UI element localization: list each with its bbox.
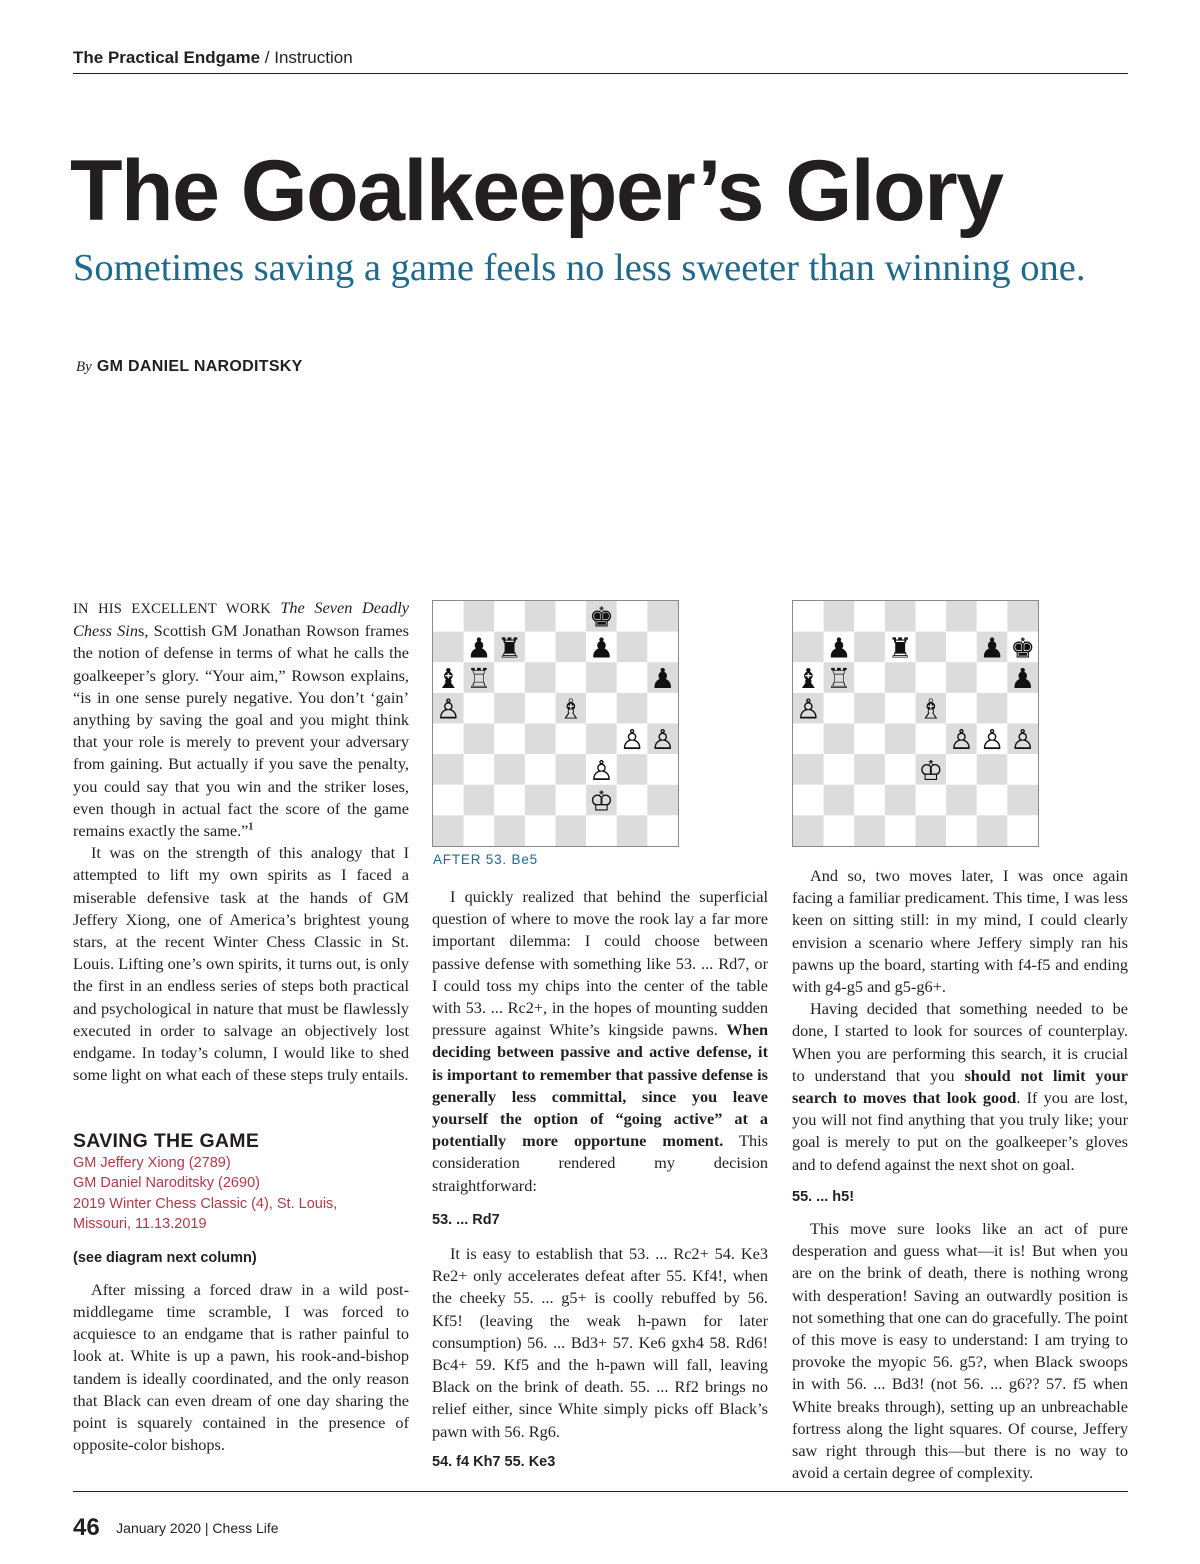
col3-paragraph-3: This move sure looks like an act of pure desperation and guess what—it is! But when you are on the brink of death, there is nothing wrong with desperation! Saving an outwardly position is not something that one can do gracefully. The point of this move is easy to understand: I am trying to provoke the myopic 56. g5?, when Black swoops in with 56. ... Bd3! (not 56. ... g6?? 57. f5 when White breaks through), setting up an unbreachable fortress along the light squares. Of course, Jeffery saw right through this—but there is no way to avoid a certain degree of complexity. [792,1219,1128,1483]
col3-paragraph-2 [792,998,1128,1176]
white-rook-icon [827,663,852,695]
black-pawn-icon [589,632,614,664]
move-53-rd7: 53. ... Rd7 [432,1211,500,1228]
board-square [854,601,885,632]
magazine-name: Chess Life [212,1520,279,1536]
board-square [854,693,885,724]
board-square [946,754,977,785]
board-square [494,724,525,755]
col3-p2-emphasis: should not limit your search to moves that look good [792,1065,1128,1108]
board-square [464,693,495,724]
board-square [617,815,648,846]
board-square [854,662,885,693]
black-pawn-icon [827,632,852,664]
board-square [494,693,525,724]
board-square [824,693,855,724]
board-square [824,754,855,785]
board-square [617,632,648,663]
board-square [464,815,495,846]
white-bishop-icon [558,694,583,726]
byline-author: GM DANIEL NARODITSKY [96,358,303,375]
board-square [647,754,678,785]
board-square [885,693,916,724]
spacer [432,1443,768,1451]
board-square [647,693,678,724]
board-square [464,785,495,816]
board-square [647,785,678,816]
board-square [494,662,525,693]
spacer [73,1235,409,1247]
black-rook-icon [888,632,913,664]
board-square [433,754,464,785]
board-square [586,815,617,846]
board-square [885,785,916,816]
board-square [854,785,885,816]
board-square [916,815,947,846]
board-square [494,601,525,632]
board-square [464,601,495,632]
chessboard-svg [793,601,1038,846]
board-square [433,815,464,846]
black-king-icon [589,602,614,634]
board-square [793,754,824,785]
board-square [824,815,855,846]
spacer [432,1231,768,1243]
board-square [525,754,556,785]
spacer [73,1269,409,1279]
issue-date: January 2020 [116,1520,201,1536]
white-bishop-icon [918,694,943,726]
board-square [647,601,678,632]
section-heading: SAVING THE GAME [73,1130,260,1153]
white-pawn-icon [796,694,821,726]
board-square [586,724,617,755]
board-square [854,724,885,755]
board-square [885,815,916,846]
col1-paragraph-1 [73,597,409,842]
black-king-icon [1010,632,1035,664]
board-square [617,662,648,693]
col2-paragraph-1 [432,886,768,1197]
board-square [617,601,648,632]
spacer [73,1086,409,1130]
board-square [916,785,947,816]
board-square [824,785,855,816]
col2-paragraph-2: It is easy to establish that 53. ... Rc2+ 54. Ke3 Re2+ only accelerates defeat after 55. Kf4!, when the cheeky 55. ... g5+ is coolly rebuffed by 56. Kf5! (leaving the weak h-pawn for later consumption) 56. ... Bd3+ 57. Ke6 gxh4 58. Rd6! Bc4+ 59. Kf5 and the h-pawn will fall, leaving Black on the brink of death. 55. ... Rf2 brings no relief either, since White simply picks off Black’s pawn with 56. Rg6. [432,1244,768,1441]
board-square [977,785,1008,816]
white-king-icon [589,785,614,817]
board-square [977,815,1008,846]
board-square [1007,693,1038,724]
section-name: The Practical Endgame [73,48,261,67]
board-square [464,724,495,755]
footer-separator: | [201,1520,213,1536]
board-square [647,632,678,663]
board-square [885,601,916,632]
board-square [1007,754,1038,785]
board-square [494,815,525,846]
board-square [854,754,885,785]
move-54-f4: 54. f4 Kh7 55. Ke3 [432,1453,556,1470]
chess-diagram-2 [792,600,1039,847]
board-square [854,632,885,663]
col3-p2-text: Having decided that something needed to be done, I started to look for sources of counterplay. When you are performing this search, it is crucial to understand that you [792,999,1128,1085]
board-square [525,601,556,632]
footnote-marker: 1 [248,821,254,833]
white-pawn-icon [1010,724,1035,756]
board-square [433,601,464,632]
board-square [916,724,947,755]
board-square [556,632,587,663]
game-location-date: Missouri, 11.13.2019 [73,1216,207,1233]
black-bishop-icon [436,663,461,695]
article-subtitle: Sometimes saving a game feels no less sweeter than winning one. [73,247,1086,289]
col2-p1-emphasis: When deciding between passive and active defense, it is important to remember that passive defense is generally less committal, since you leave yourself the option of “going active” at a potentially more opportune moment. [432,1020,768,1151]
col2-p1-text-end: This consideration rendered my decision straightforward: [432,1131,768,1195]
white-pawn-icon [589,755,614,787]
board-square [556,724,587,755]
board-square [854,815,885,846]
byline-by: By [76,359,92,375]
board-square [916,601,947,632]
board-square [464,754,495,785]
page-number: 46 [73,1514,100,1541]
board-square [977,693,1008,724]
game-white-player: GM Jeffery Xiong (2789) [73,1154,231,1171]
col1-paragraph-2: It was on the strength of this analogy that I attempted to lift my own spirits as I faced a miserable defensive task at the hands of GM Jeffery Xiong, one of America’s brightest young stars, at the recent Winter Chess Classic in St. Louis. Lifting one’s own spirits, it turns out, is only the first in an endless series of steps both practical and psychological in nature that must be flawlessly executed in order to salvage an objectively lost endgame. In today’s column, I would like to shed some light on what each of these steps truly entails. [73,843,409,1085]
white-rook-icon [467,663,492,695]
col2-p1-text: I quickly realized that behind the superficial question of where to move the rook lay a far more important dilemma: I could choose between passive defense with something like 53. ... Rd7, or I could toss my chips into the center of the table with 53. ... Rc2+, in the hopes of mounting sudden pressure against White’s kingside pawns. [432,887,768,1040]
board-square [977,754,1008,785]
white-pawn-icon [436,694,461,726]
board-square [793,601,824,632]
article-title: The Goalkeeper’s Glory [70,143,1003,239]
board-square [586,693,617,724]
board-square [494,785,525,816]
chess-diagram-1 [432,600,679,847]
board-square [977,601,1008,632]
white-pawn-icon [650,724,675,756]
board-square [556,815,587,846]
board-square [885,724,916,755]
board-square [946,693,977,724]
board-square [885,754,916,785]
board-square [793,724,824,755]
board-square [556,754,587,785]
game-event: 2019 Winter Chess Classic (4), St. Louis, [73,1195,338,1212]
book-title: The Seven Deadly Chess Sin [73,598,409,641]
column-2 [432,886,768,1473]
board-square [1007,601,1038,632]
column-1 [73,597,409,1457]
move-55-h5: 55. ... h5! [792,1188,855,1205]
board-square [617,785,648,816]
black-pawn-icon [467,632,492,664]
white-pawn-icon [949,724,974,756]
black-pawn-icon [980,632,1005,664]
board-square [1007,785,1038,816]
board-square [977,662,1008,693]
board-square [946,632,977,663]
board-square [525,662,556,693]
board-square [525,724,556,755]
board-square [793,815,824,846]
board-square [824,601,855,632]
board-square [617,754,648,785]
black-pawn-icon [650,663,675,695]
board-square [433,632,464,663]
board-square [946,785,977,816]
col1-lead-text: IN HIS EXCELLENT WORK [73,601,281,617]
col3-paragraph-1: And so, two moves later, I was once again facing a familiar predicament. This time, I was less keen on sitting still: in my mind, I could clearly envision a scenario where Jeffery simply ran his pawns up the board, starting with f4-f5 and ending with g4-g5 and g5-g6+. [792,866,1128,997]
board-square [525,785,556,816]
board-square [525,632,556,663]
section-separator: / [260,48,275,67]
black-bishop-icon [796,663,821,695]
page-footer [73,1514,279,1542]
board-square [525,693,556,724]
board-square [433,724,464,755]
section-header [73,48,1128,74]
board-square [1007,815,1038,846]
black-pawn-icon [1010,663,1035,695]
board-square [647,815,678,846]
col3-p2-text-end: . If you are lost, you will not find anything that you truly like; your goal is merely to put on the goalkeeper’s gloves and to defend against the next shot on goal. [792,1088,1128,1174]
board-square [793,785,824,816]
board-square [793,632,824,663]
column-3 [792,865,1128,1484]
white-king-icon [918,755,943,787]
white-pawn-icon [620,724,645,756]
spacer [792,1176,1128,1186]
black-rook-icon [497,632,522,664]
board-square [556,601,587,632]
board-square [494,754,525,785]
spacer [432,1197,768,1209]
byline [76,356,303,376]
game-black-player: GM Daniel Naroditsky (2690) [73,1175,260,1192]
board-square [433,785,464,816]
diagram-caption: AFTER 53. Be5 [433,852,538,867]
col1-paragraph-3: After missing a forced draw in a wild post-middlegame time scramble, I was forced to acquiesce to an endgame that is rather painful to look at. White is up a pawn, his rook-and-bishop tandem is ideally coordinated, and the only reason that Black can even dream of one day sharing the point is squarely contained in the presence of opposite-color bishops. [73,1279,409,1455]
section-category: Instruction [274,48,353,67]
board-square [946,662,977,693]
col1-p1-body: s, Scottish GM Jonathan Rowson frames the notion of defense in terms of what he calls the goalkeeper’s glory. “Your aim,” Rowson explains, “is in one sense purely negative. You don’t ‘gain’ anything by saving the goal and you might think that your role is merely to prevent your adversary from gaining. But actually if you save the penalty, you could say that you win and the striker loses, even though in actual fact the score of the game remains exactly the same.” [73,621,409,841]
board-square [556,785,587,816]
spacer [792,1208,1128,1218]
diagram-note: (see diagram next column) [73,1249,257,1266]
board-square [916,662,947,693]
board-square [556,662,587,693]
footer-rule [73,1491,1128,1492]
board-square [885,662,916,693]
board-square [916,632,947,663]
board-square [525,815,556,846]
chessboard-svg [433,601,678,846]
board-square [946,815,977,846]
issue-info [116,1520,278,1536]
white-pawn-icon [980,724,1005,756]
board-square [617,693,648,724]
board-square [824,724,855,755]
board-square [586,662,617,693]
board-square [946,601,977,632]
